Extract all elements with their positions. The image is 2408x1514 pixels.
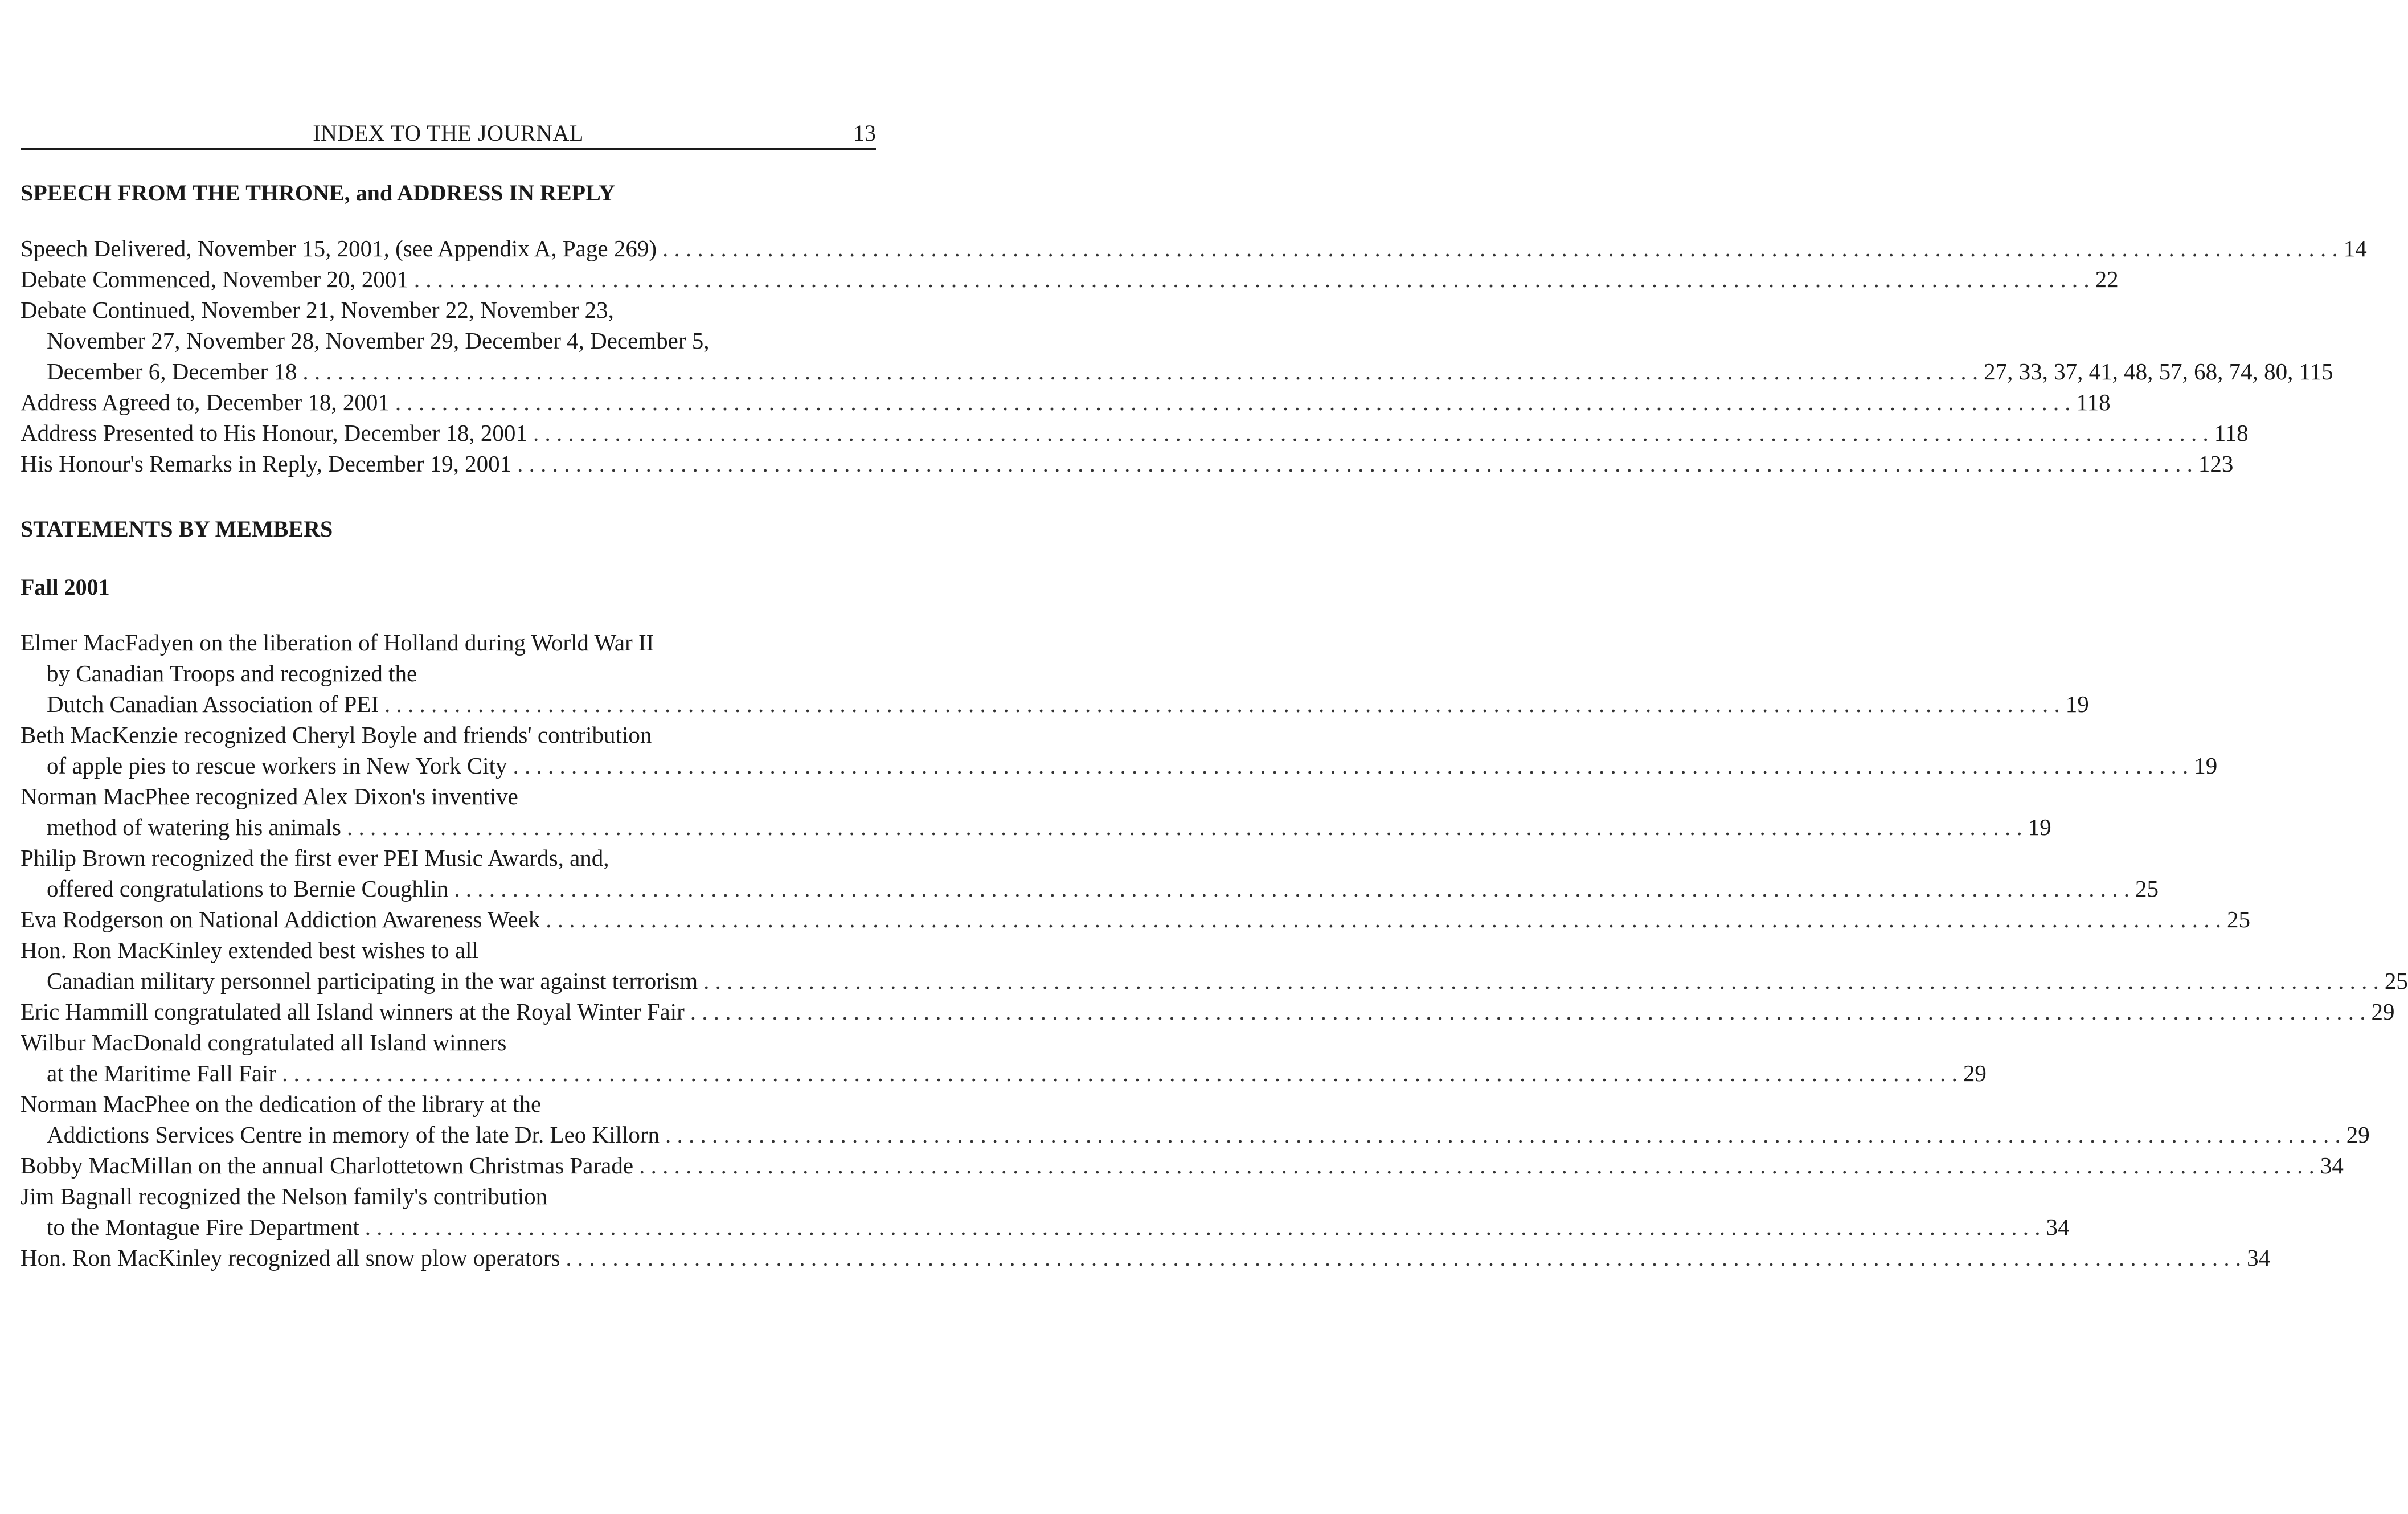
- index-entry: [21, 842, 2159, 904]
- index-entry-line: [21, 1212, 2070, 1242]
- index-entry-text: Eric Hammill congratulated all Island winners at the Royal Winter Fair: [21, 999, 685, 1025]
- dot-leader: [414, 264, 2090, 294]
- index-entry-line: [21, 689, 2089, 719]
- index-entry-page: 34: [2247, 1245, 2271, 1271]
- speech-from-throne-entries: [21, 233, 2367, 479]
- section-heading-statements-by-members: STATEMENTS BY MEMBERS: [21, 516, 333, 542]
- journal-index-page: [21, 114, 2408, 1273]
- dot-leader: [546, 904, 2221, 935]
- index-entry: [21, 935, 2408, 996]
- index-entry-line: [21, 781, 876, 812]
- index-entry-page: 19: [2194, 752, 2218, 779]
- dot-leader: [302, 356, 1978, 387]
- index-entry-text: December 6, December 18: [47, 358, 297, 384]
- index-entry-line: [21, 812, 2051, 842]
- index-entry-line: [21, 1058, 1987, 1089]
- index-entry-text: Canadian military personnel participating in the war against terrorism: [47, 968, 698, 994]
- index-entry-page: 29: [2371, 999, 2395, 1025]
- index-entry-line: [21, 356, 2333, 387]
- index-entry-text: Jim Bagnall recognized the Nelson family's contribution: [21, 1183, 548, 1209]
- index-entry-page: 19: [2065, 691, 2089, 717]
- index-entry-text: Addictions Services Centre in memory of the late Dr. Leo Killorn: [47, 1122, 660, 1148]
- index-entry-line: [21, 904, 2250, 935]
- index-entry-text: method of watering his animals: [47, 814, 341, 840]
- dot-leader: [517, 448, 2193, 479]
- index-entry-text: of apple pies to rescue workers in New York City: [47, 752, 507, 779]
- index-entry-text: November 27, November 28, November 29, December 4, December 5,: [47, 328, 710, 354]
- page-number: 13: [853, 120, 876, 146]
- running-header-title: INDEX TO THE JOURNAL: [313, 120, 584, 146]
- index-entry: [21, 233, 2367, 264]
- index-entry: [21, 1150, 2344, 1181]
- index-entry-text: by Canadian Troops and recognized the: [47, 660, 417, 686]
- index-entry-line: [21, 750, 2218, 781]
- index-entry-text: Philip Brown recognized the first ever PEI Music Awards, and,: [21, 845, 609, 871]
- index-entry-page: 34: [2046, 1214, 2070, 1240]
- index-entry-text: Hon. Ron MacKinley recognized all snow plow operators: [21, 1245, 560, 1271]
- index-entry-page: 14: [2343, 235, 2367, 261]
- dot-leader: [566, 1242, 2241, 1273]
- index-entry-text: His Honour's Remarks in Reply, December 19, 2001: [21, 451, 512, 477]
- dot-leader: [384, 689, 2060, 719]
- index-entry: [21, 781, 2051, 842]
- index-entry-line: [21, 965, 2408, 996]
- index-entry-text: to the Montague Fire Department: [47, 1214, 359, 1240]
- dot-leader: [665, 1119, 2341, 1150]
- index-entry-page: 29: [2346, 1122, 2370, 1148]
- index-entry-line: [21, 418, 2249, 448]
- index-entry: [21, 448, 2234, 479]
- index-entry: [21, 1089, 2370, 1150]
- index-entry-text: Debate Continued, November 21, November 22, November 23,: [21, 297, 614, 323]
- section-heading-speech-from-throne: SPEECH FROM THE THRONE, and ADDRESS IN REPLY: [21, 180, 615, 206]
- index-entry-line: [21, 264, 2119, 294]
- index-entry-text: Hon. Ron MacKinley extended best wishes to all: [21, 937, 478, 963]
- index-entry-text: Bobby MacMillan on the annual Charlottetown Christmas Parade: [21, 1152, 634, 1179]
- index-entry-text: Wilbur MacDonald congratulated all Island winners: [21, 1029, 507, 1055]
- index-entry-line: [21, 873, 2159, 904]
- dot-leader: [703, 965, 2379, 996]
- index-entry-page: 123: [2198, 451, 2234, 477]
- index-entry: [21, 1027, 1987, 1089]
- index-entry-text: Beth MacKenzie recognized Cheryl Boyle and friends' contribution: [21, 722, 652, 748]
- dot-leader: [639, 1150, 2315, 1181]
- index-entry-page: 19: [2028, 814, 2051, 840]
- index-entry-line: [21, 1089, 876, 1119]
- index-entry: [21, 1181, 2070, 1242]
- index-entry-text: Dutch Canadian Association of PEI: [47, 691, 379, 717]
- index-entry-page: 118: [2076, 389, 2111, 415]
- dot-leader: [662, 233, 2338, 264]
- index-entry-page: 27, 33, 37, 41, 48, 57, 68, 74, 80, 115: [1984, 358, 2333, 384]
- index-entry-line: [21, 719, 876, 750]
- dot-leader: [533, 418, 2209, 448]
- index-entry-page: 118: [2214, 420, 2249, 446]
- index-entry: [21, 294, 2333, 387]
- index-entry-text: offered congratulations to Bernie Coughlin: [47, 875, 449, 902]
- index-entry-line: [21, 627, 876, 658]
- dot-leader: [365, 1212, 2041, 1242]
- index-entry: [21, 719, 2218, 781]
- index-entry-line: [21, 294, 876, 325]
- index-entry-page: 25: [2384, 968, 2408, 994]
- index-entry: [21, 1242, 2271, 1273]
- index-entry-line: [21, 448, 2234, 479]
- index-entry-page: 25: [2135, 875, 2159, 902]
- index-entry: [21, 387, 2111, 418]
- index-entry-line: [21, 996, 2395, 1027]
- index-entry-line: [21, 387, 2111, 418]
- dot-leader: [513, 750, 2188, 781]
- dot-leader: [347, 812, 2022, 842]
- index-entry-line: [21, 325, 876, 356]
- index-entry-page: 25: [2226, 906, 2250, 932]
- index-entry-text: Norman MacPhee on the dedication of the library at the: [21, 1091, 542, 1117]
- index-entry-text: Norman MacPhee recognized Alex Dixon's inventive: [21, 783, 518, 809]
- index-entry-text: Address Presented to His Honour, December 18, 2001: [21, 420, 527, 446]
- index-entry: [21, 264, 2119, 294]
- index-entry-text: Eva Rodgerson on National Addiction Awareness Week: [21, 906, 540, 932]
- index-entry-line: [21, 935, 876, 965]
- index-entry-line: [21, 1119, 2370, 1150]
- dot-leader: [454, 873, 2129, 904]
- index-entry-text: Elmer MacFadyen on the liberation of Holland during World War II: [21, 629, 654, 656]
- index-entry-text: at the Maritime Fall Fair: [47, 1060, 277, 1086]
- index-entry-line: [21, 1027, 876, 1058]
- running-header: [21, 114, 876, 150]
- index-entry-line: [21, 1242, 2271, 1273]
- statements-by-members-entries: [21, 627, 2408, 1273]
- dot-leader: [395, 387, 2071, 418]
- index-entry-line: [21, 233, 2367, 264]
- index-entry-line: [21, 842, 876, 873]
- index-entry: [21, 627, 2089, 719]
- index-entry: [21, 418, 2249, 448]
- index-entry-page: 22: [2095, 266, 2119, 292]
- index-entry: [21, 996, 2395, 1027]
- index-entry-text: Speech Delivered, November 15, 2001, (see Appendix A, Page 269): [21, 235, 657, 261]
- dot-leader: [690, 996, 2366, 1027]
- index-entry-line: [21, 1150, 2344, 1181]
- subsection-heading-fall-2001: Fall 2001: [21, 574, 110, 600]
- index-entry-page: 29: [1963, 1060, 1987, 1086]
- dot-leader: [282, 1058, 1957, 1089]
- index-entry-page: 34: [2320, 1152, 2344, 1179]
- index-entry-line: [21, 658, 876, 689]
- index-entry: [21, 904, 2250, 935]
- index-entry-text: Address Agreed to, December 18, 2001: [21, 389, 390, 415]
- index-entry-line: [21, 1181, 876, 1212]
- index-entry-text: Debate Commenced, November 20, 2001: [21, 266, 408, 292]
